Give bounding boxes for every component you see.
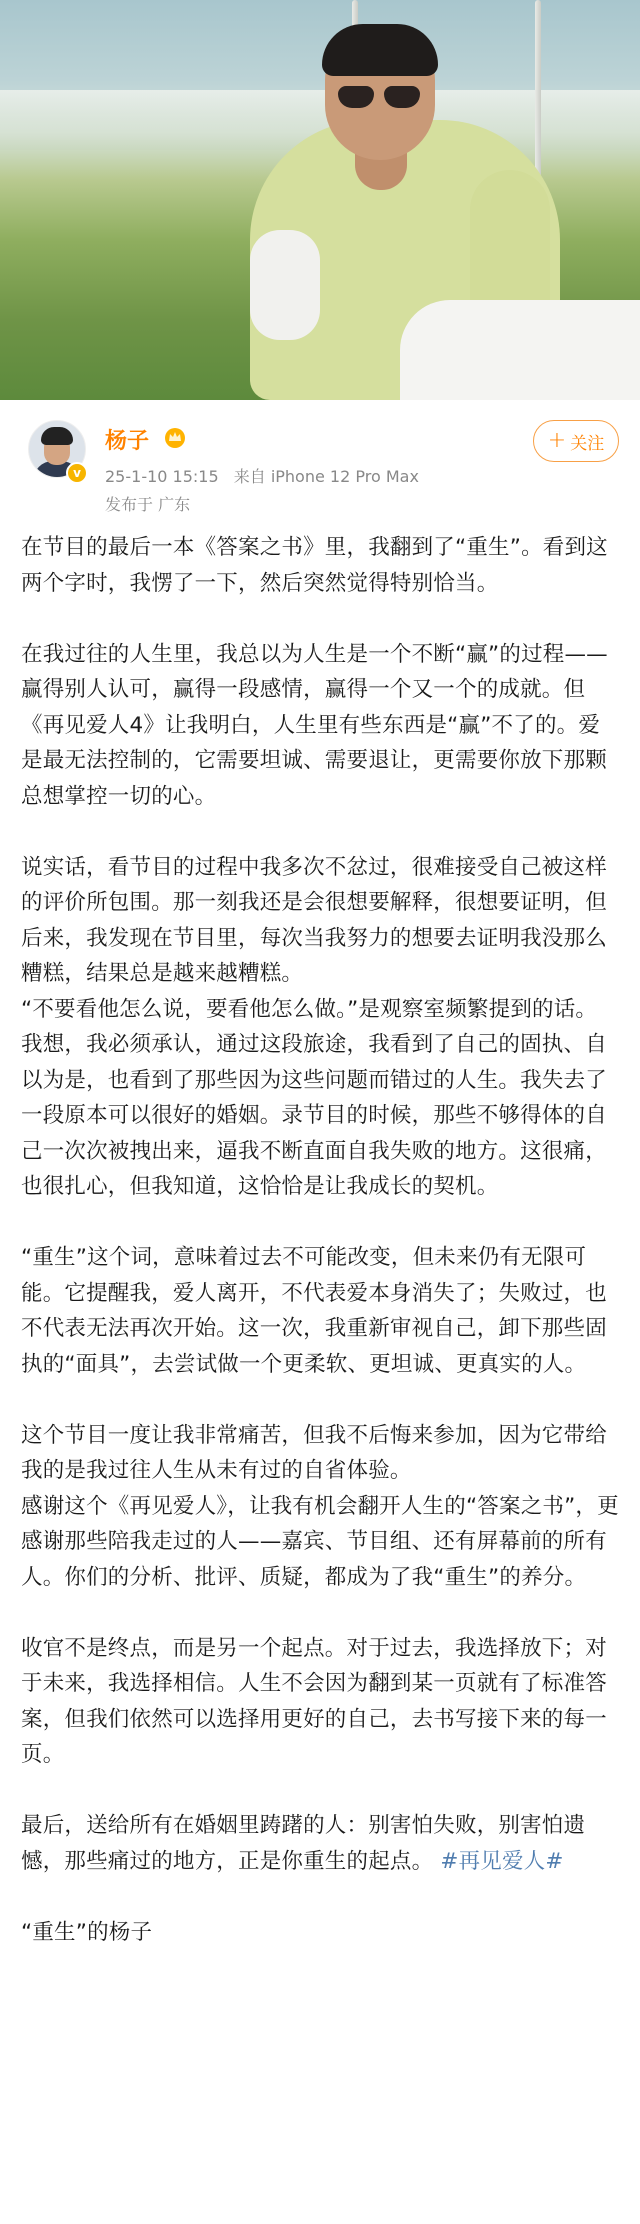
person-hair: [322, 24, 438, 76]
follow-button[interactable]: [533, 420, 619, 462]
plush-toy: [250, 230, 320, 340]
hero-photo[interactable]: [0, 0, 640, 400]
author-name[interactable]: 杨子: [105, 429, 150, 454]
paragraph: 这个节目一度让我非常痛苦，但我不后悔来参加，因为它带给我的是我过往人生从未有过的自省体验。: [21, 1422, 607, 1483]
post-meta: [105, 464, 429, 487]
paragraph: 感谢这个《再见爱人》，让我有机会翻开人生的“答案之书”，更感谢那些陪我走过的人——嘉宾、节目组、还有屏幕前的所有人。你们的分析、批评、质疑，都成为了我“重生”的养分。: [21, 1493, 619, 1590]
verified-v-icon: v: [66, 462, 88, 484]
paragraph-with-hashtag: [21, 1808, 621, 1879]
paragraph: 我想，我必须承认，通过这段旅途，我看到了自己的固执、自以为是，也看到了那些因为这些问题而错过的人生。我失去了一段原本可以很好的婚姻。录节目的时候，那些不够得体的自己一次次被拽出来，逼我不断直面自我失败的地方。这很痛，也很扎心，但我知道，这恰恰是让我成长的契机。: [21, 1032, 607, 1199]
post-location: 发布于 广东: [105, 495, 191, 514]
follow-label: 关注: [570, 433, 605, 454]
swing-seat: [400, 300, 640, 400]
plus-icon: +: [547, 428, 567, 453]
sunglasses: [338, 86, 422, 110]
paragraph: 收官不是终点，而是另一个起点。对于过去，我选择放下；对于未来，我选择相信。人生不会因为翻到某一页就有了标准答案，但我们依然可以选择用更好的自己，去书写接下来的每一页。: [21, 1635, 607, 1767]
paragraph: “不要看他怎么说，要看他怎么做。”是观察室频繁提到的话。: [21, 996, 598, 1022]
hashtag-link[interactable]: #再见爱人#: [440, 1848, 564, 1874]
post-content: [21, 530, 621, 1950]
signature: “重生”的杨子: [21, 1919, 153, 1945]
paragraph: 说实话，看节目的过程中我多次不忿过，很难接受自己被这样的评价所包围。那一刻我还是会很想要解释，很想要证明，但后来，我发现在节目里，每次当我努力的想要去证明我没那么糟糕，结果总是越来越糟糕。: [21, 854, 607, 986]
paragraph: “重生”这个词，意味着过去不可能改变，但未来仍有无限可能。它提醒我，爱人离开，不代表爱本身消失了；失败过，也不代表无法再次开始。这一次，我重新审视自己，卸下那些固执的“面具”，去尝试做一个更柔软、更坦诚、更真实的人。: [21, 1245, 607, 1377]
post-source: 来自 iPhone 12 Pro Max: [233, 467, 419, 486]
crown-icon: [163, 426, 187, 448]
paragraph-text: 最后，送给所有在婚姻里踌躇的人：别害怕失败，别害怕遗憾，那些痛过的地方，正是你重生的起点。: [21, 1813, 586, 1874]
paragraph: 在我过往的人生里，我总以为人生是一个不断“赢”的过程——赢得别人认可，赢得一段感情，赢得一个又一个的成就。但《再见爱人4》让我明白，人生里有些东西是“赢”不了的。爱是最无法控制的，它需要坦诚、需要退让，更需要你放下那颗总想掌控一切的心。: [21, 641, 608, 809]
paragraph: 在节目的最后一本《答案之书》里，我翻到了“重生”。看到这两个字时，我愣了一下，然后突然觉得特别恰当。: [21, 535, 608, 596]
post-date: 25-1-10 15:15: [105, 467, 219, 486]
